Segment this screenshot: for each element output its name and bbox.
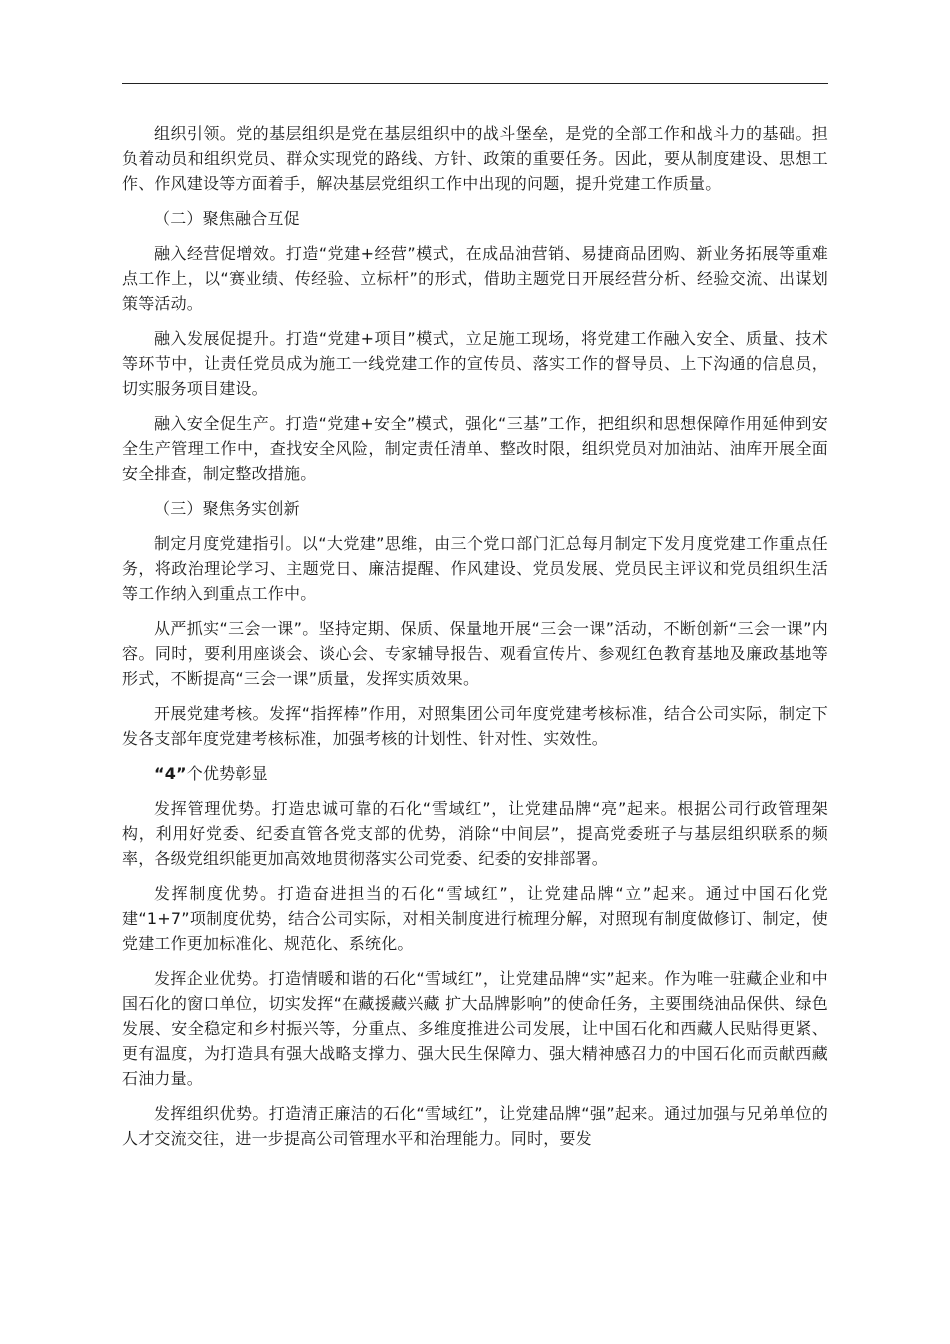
paragraph-monthly-guidance: 制定月度党建指引。以“大党建”思维，由三个党口部门汇总每月制定下发月度党建工作重点任务，将政治理论学习、主题党日、廉洁提醒、作风建设、党员发展、党员民主评议和党员组织生活等工作纳入到重点工作中。 [122, 534, 828, 603]
paragraph-three-meetings: 从严抓实“三会一课”。坚持定期、保质、保量地开展“三会一课”活动，不断创新“三会一课”内容。同时，要利用座谈会、谈心会、专家辅导报告、观看宣传片、参观红色教育基地及廉政基地等形式，不断提高“三会一课”质量，发挥实质效果。 [122, 619, 828, 688]
heading-number: “4” [154, 764, 187, 783]
section-heading-integration: （二）聚焦融合互促 [154, 209, 300, 228]
paragraph-enterprise-advantage: 发挥企业优势。打造情暖和谐的石化“雪域红”，让党建品牌“实”起来。作为唯一驻藏企业和中国石化的窗口单位，切实发挥“在藏援藏兴藏 扩大品牌影响”的使命任务，主要围绕油品保供、绿色发展、安全稳定和乡村振兴等，分重点、多维度推进公司发展，让中国石化和西藏人民贴得更紧、更有温度，为打造具有强大战略支撑力、强大民生保障力、强大精神感召力的中国石化而贡献西藏石油力量。 [122, 969, 828, 1088]
paragraph-organization-leadership: 组织引领。党的基层组织是党在基层组织中的战斗堡垒，是党的全部工作和战斗力的基础。担负着动员和组织党员、群众实现党的路线、方针、政策的重要任务。因此，要从制度建设、思想工作、作风建设等方面着手，解决基层党组织工作中出现的问题，提升党建工作质量。 [122, 124, 828, 193]
heading-text: 个优势彰显 [186, 764, 268, 783]
paragraph-assessment: 开展党建考核。发挥“指挥棒”作用，对照集团公司年度党建考核标准，结合公司实际，制定下发各支部年度党建考核标准，加强考核的计划性、针对性、实效性。 [122, 704, 828, 748]
paragraph-organization-advantage: 发挥组织优势。打造清正廉洁的石化“雪域红”，让党建品牌“强”起来。通过加强与兄弟单位的人才交流交往，进一步提高公司管理水平和治理能力。同时，要发 [122, 1104, 828, 1148]
section-heading-innovation: （三）聚焦务实创新 [154, 499, 300, 518]
paragraph-operations: 融入经营促增效。打造“党建+经营”模式，在成品油营销、易捷商品团购、新业务拓展等重难点工作上，以“赛业绩、传经验、立标杆”的形式，借助主题党日开展经营分析、经验交流、出谋划策等活动。 [122, 244, 828, 313]
section-heading-four-advantages [122, 761, 828, 786]
paragraph-development: 融入发展促提升。打造“党建+项目”模式，立足施工现场，将党建工作融入安全、质量、技术等环节中，让责任党员成为施工一线党建工作的宣传员、落实工作的督导员、上下沟通的信息员，切实服务项目建设。 [122, 329, 828, 398]
document-body [122, 121, 828, 1161]
header-rule [122, 83, 828, 84]
paragraph-safety: 融入安全促生产。打造“党建+安全”模式，强化“三基”工作，把组织和思想保障作用延伸到安全生产管理工作中，查找安全风险，制定责任清单、整改时限，组织党员对加油站、油库开展全面安全排查，制定整改措施。 [122, 414, 828, 483]
paragraph-system-advantage: 发挥制度优势。打造奋进担当的石化“雪域红”，让党建品牌“立”起来。通过中国石化党建“1+7”项制度优势，结合公司实际，对相关制度进行梳理分解，对照现有制度做修订、制定，使党建工作更加标准化、规范化、系统化。 [122, 884, 828, 953]
paragraph-management-advantage: 发挥管理优势。打造忠诚可靠的石化“雪域红”，让党建品牌“亮”起来。根据公司行政管理架构，利用好党委、纪委直管各党支部的优势，消除“中间层”，提高党委班子与基层组织联系的频率，各级党组织能更加高效地贯彻落实公司党委、纪委的安排部署。 [122, 799, 828, 868]
